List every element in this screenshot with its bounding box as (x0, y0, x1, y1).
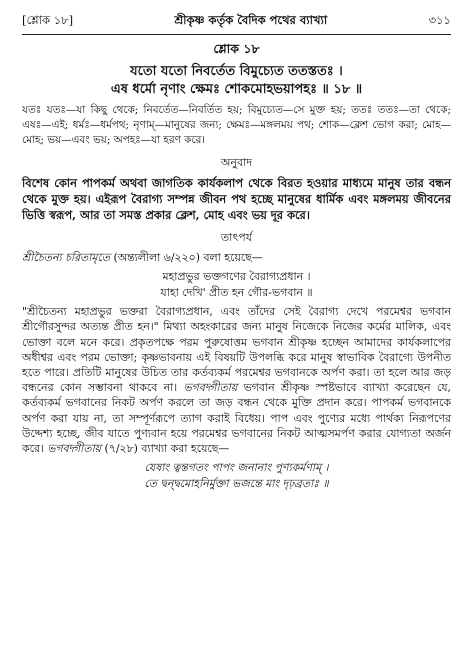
cc-reference: শ্রীচৈতন্য চরিতামৃতে (22, 251, 110, 264)
quote-2-line-2: তে দ্বন্দ্বমোহনির্মুক্তা ভজন্তে মাং দৃঢ়ব্রতাঃ ॥ (144, 476, 329, 490)
translation-paragraph: বিশেষ কোন পাপকর্ম অথবা জাগতিক কার্যকলাপ থেকে বিরত হওয়ার মাধ্যমে মানুষ তার বন্ধন থেকে মুক্ত হয়। এইরূপ বৈরাগ্য সম্পন্ন জীবন পথ হচ্ছে মানুষের ধার্মিক এবং মঙ্গলময় জীবনের ভিত্তি স্বরূপ, আর তা সমস্ত প্রকার ক্লেশ, মোহ এবং ভয় দূর করে। (22, 176, 451, 222)
header-verse-ref: [শ্লোক ১৮] (22, 13, 74, 27)
purport-text-a: "শ্রীচৈতন্য মহাপ্রভুর ভক্তরা বৈরাগ্যপ্রধান, এবং তাঁদের সেই বৈরাগ্য দেখে পরমেশ্বর ভগবান শ্রীগৌরসুন্দর অত্যন্ত প্রীত হন।" মিথ্যা অহংকারের জন্য মানুষ নিজেকে নিজের কর্মের মালিক, এবং ভোক্তা বলে মনে করে। প্রকৃতপক্ষে পরম পুরুষোত্তম ভগবান শ্রীকৃষ্ণ হচ্ছেন আমাদের কার্যকলাপের অধীশ্বর এবং পরম ভোক্তা; কৃষ্ণভাবনায় এই বিষয়টি উপলব্ধি করে মানুষ স্বাভাবিক বৈরাগ্যে উপনীত হতে পারে। প্রতিটি মানুষের উচিত তার কর্তব্যকর্ম পরমেশ্বর ভগবানকে অর্পণ করা। তা হলে আর জড় বন্ধনের কোন সম্ভাবনা থাকবে না। (22, 305, 451, 395)
synonyms-paragraph: যতঃ যতঃ—যা কিছু থেকে; নিবর্তেত—নিবর্তিত হয়; বিমুচ্যেত—সে মুক্ত হয়; ততঃ ততঃ—তা থেকে; এষঃ—এই; ধর্মঃ—ধর্মপথ; নৃণাম্—মানুষের জন্য; ক্ষেমঃ—মঙ্গলময় পথ; শোক—ক্লেশ ভোগ করা; মোহ—মোহ; ভয়—এবং ভয়; অপহঃ—যা হরণ করে। (22, 104, 451, 146)
page-number: ৩১১ (428, 13, 451, 27)
verse-line-1: যতো যতো নিবর্তেত বিমুচ্যেত ততস্ততঃ । (130, 64, 343, 79)
purport-text-c: (৭/২৮) ব্যাখ্যা করা হয়েছে— (101, 442, 230, 456)
verse-line-2: এষ ধর্মো নৃণাং ক্ষেমঃ শোকমোহভয়াপহঃ ॥ ১৮ ॥ (110, 82, 363, 97)
gita-reference-1: ভগবদ্গীতায় (183, 381, 238, 395)
running-header (22, 12, 451, 32)
purport-text-b: ভগবান শ্রীকৃষ্ণ স্পষ্টভাবে ব্যাখ্যা করেছেন যে, কর্তব্যকর্ম ভগবানের নিকট অর্পণ করলে তা জড় বন্ধন থেকে মুক্তি প্রদান করে। পাপকর্ম ভগবানকে অর্পণ করা যায় না, তা সম্পূর্ণরূপে ত্যাগ করাই বিধেয়। পাপ এবং পুণ্যের মধ্যে পার্থক্য নিরূপণের উদ্দেশ্য হচ্ছে, জীব যাতে পুণ্যবান হয়ে পরমেশ্বর ভগবানের নিকট আত্মসমর্পণ করার যোগ্যতা অর্জন করে। (22, 381, 451, 456)
purport-intro (22, 250, 451, 265)
quote-1-line-1: মহাপ্রভুর ভক্তগণের বৈরাগ্যপ্রধান । (162, 270, 311, 284)
header-chapter-title: শ্রীকৃষ্ণ কর্তৃক বৈদিক পথের ব্যাখ্যা (174, 13, 328, 27)
verse-label: শ্লোক ১৮ (213, 41, 260, 56)
purport-intro-text: (অন্ত্যলীলা ৬/২২০) বলা হয়েছে— (109, 251, 263, 264)
quote-2 (22, 460, 451, 491)
quote-1 (22, 269, 451, 300)
gita-reference-2: ভগবদ্গীতায় (47, 442, 102, 456)
purport-paragraph (22, 304, 451, 456)
quote-1-line-2: যাহা দেখি' প্রীত হন গৌর-ভগবান ॥ (160, 285, 313, 299)
header-rule (22, 34, 451, 35)
purport-heading: তাৎপর্য (220, 231, 253, 244)
quote-2-line-1: যেষাং ত্বন্তগতং পাপং জনানাং পুণ্যকর্মণাম্ । (144, 461, 329, 475)
translation-heading: অনুবাদ (220, 156, 253, 169)
